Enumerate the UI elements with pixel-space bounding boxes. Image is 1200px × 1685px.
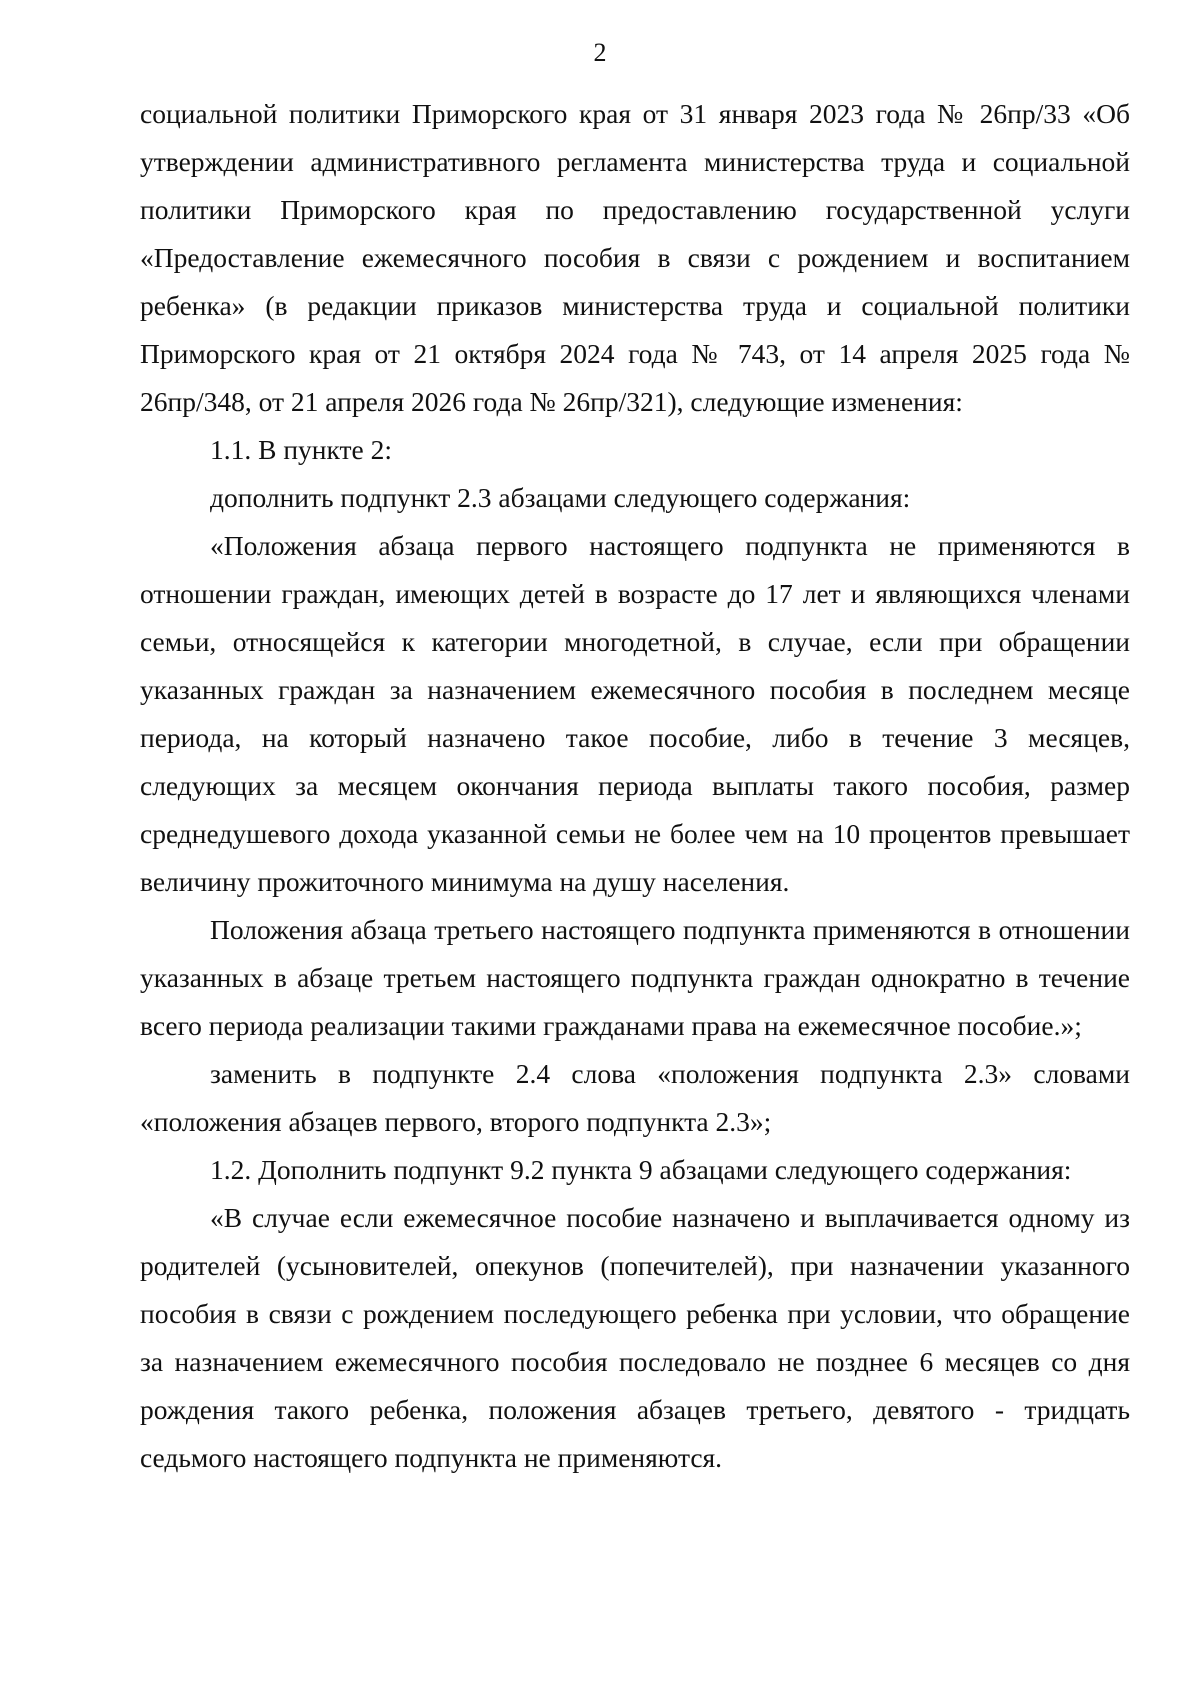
- page-number: 2: [593, 38, 607, 67]
- paragraph-4: «Положения абзаца первого настоящего подпункта не применяются в отношении граждан, имеющих детей в возрасте до 17 лет и являющихся членами семьи, относящейся к категории многодетной, в случае, если при обращении указанных граждан за назначением ежемесячного пособия в последнем месяце периода, на который назначено такое пособие, либо в течение 3 месяцев, следующих за месяцем окончания периода выплаты такого пособия, размер среднедушевого дохода указанной семьи не более чем на 10 процентов превышает величину прожиточного минимума на душу населения.: [140, 530, 1130, 897]
- paragraph-2: 1.1. В пункте 2:: [210, 434, 393, 465]
- paragraph-8: «В случае если ежемесячное пособие назначено и выплачивается одному из родителей (усыновителей, опекунов (попечителей), при назначении указанного пособия в связи с рождением последующего ребенка при условии, что обращение за назначением ежемесячного пособия последовало не позднее 6 месяцев со дня рождения такого ребенка, положения абзацев третьего, девятого - тридцать седьмого настоящего подпункта не применяются.: [140, 1202, 1130, 1473]
- paragraph-6: заменить в подпункте 2.4 слова «положения подпункта 2.3» словами «положения абзацев первого, второго подпункта 2.3»;: [140, 1058, 1130, 1137]
- paragraph-1: социальной политики Приморского края от 31 января 2023 года № 26пр/33 «Об утверждении административного регламента министерства труда и социальной политики Приморского края по предоставлению государственной услуги «Предоставление ежемесячного пособия в связи с рождением и воспитанием ребенка» (в редакции приказов министерства труда и социальной политики Приморского края от 21 октября 2024 года № 743, от 14 апреля 2025 года № 26пр/348, от 21 апреля 2026 года № 26пр/321), следующие изменения:: [140, 98, 1130, 417]
- paragraph-7: 1.2. Дополнить подпункт 9.2 пункта 9 абзацами следующего содержания:: [210, 1154, 1072, 1185]
- paragraph-5: Положения абзаца третьего настоящего подпункта применяются в отношении указанных в абзаце третьем настоящего подпункта граждан однократно в течение всего периода реализации такими гражданами права на ежемесячное пособие.»;: [140, 914, 1130, 1041]
- paragraph-3: дополнить подпункт 2.3 абзацами следующего содержания:: [210, 482, 911, 513]
- document-body: [140, 90, 1130, 1482]
